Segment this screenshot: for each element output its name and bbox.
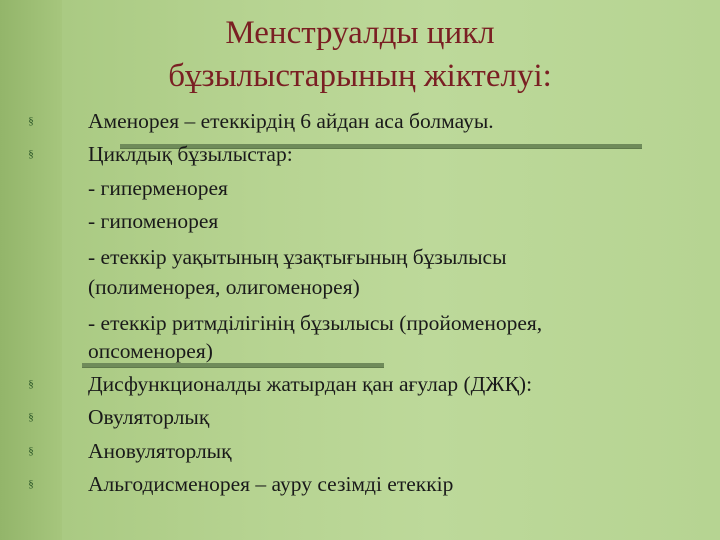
list-item: Аменорея – етеккірдің 6 айдан аса болмауы. [88,109,494,133]
bullet-marker: § [28,445,34,457]
list-item: - етеккір ритмділігінің бұзылысы (пройоменорея, [88,311,543,335]
list-item: - етеккір уақытының ұзақтығының бұзылысы [88,245,507,269]
list-item: (полименорея, олигоменорея) [88,275,360,299]
list-item: - гиперменорея [88,176,228,200]
bullet-marker: § [28,478,34,490]
list-item: Ановуляторлық [88,439,232,463]
list-item: Альгодисменорея – ауру сезімді етеккір [88,472,454,496]
list-item: Овуляторлық [88,405,210,429]
bullet-marker: § [28,148,34,160]
bullet-marker: § [28,378,34,390]
list-item: Циклдық бұзылыстар: [88,142,293,166]
list-item: Дисфункционалды жатырдан қан ағулар (ДЖҚ): [88,372,533,396]
bullet-marker: § [28,115,34,127]
title-line-2: бұзылыстарының жіктелуі: [168,58,552,94]
slide-title [120,12,600,98]
title-line-1: Менструалды цикл [225,15,495,51]
list-item: - гипоменорея [88,209,219,233]
list-item: опсоменорея) [88,339,213,363]
bullet-marker: § [28,411,34,423]
